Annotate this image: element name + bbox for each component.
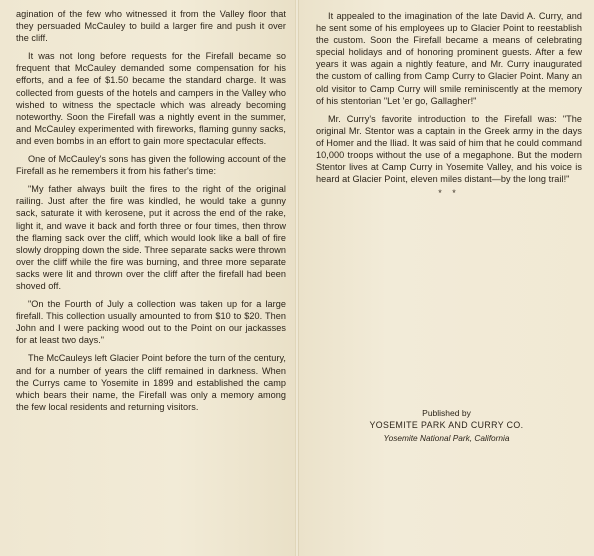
section-ornament: * * — [438, 188, 460, 199]
publisher-name: YOSEMITE PARK AND CURRY CO. — [369, 420, 524, 430]
left-paragraph-3: One of McCauley's sons has given the following account of the Firefall as he remembers it from his father's time: — [16, 154, 286, 177]
right-page — [299, 0, 594, 556]
left-paragraph-2: It was not long before requests for the Firefall became so frequent that McCauley demanded some compensation for his efforts, and a fee of $1.50 became the standard charge. It was collected from guests of the hotels and campers in the Valley who wished to witness the spectacle which was already becoming noteworthy. Soon the Firefall was a nightly event in the summer, and McCauley experimented with fireworks, flaming gunny sacks, and even bombs in an effort to gain more spectacular effects. — [16, 51, 286, 146]
publisher-place: Yosemite National Park, California — [383, 433, 510, 443]
left-paragraph-5: "On the Fourth of July a collection was taken up for a large firefall. This collection usually amounted to from $10 to $20. Then John and I were packing wood out to the Point on our jackasses for at least two days." — [16, 299, 286, 346]
left-paragraph-6: The McCauleys left Glacier Point before the turn of the century, and for a number of years the cliff remained in darkness. When the Currys came to Yosemite in 1899 and established the camp which bears their name, the Firefall was only a memory among the few local residents and returning visitors. — [16, 353, 286, 412]
left-page — [0, 0, 296, 556]
publisher-label: Published by — [422, 408, 471, 418]
right-paragraph-1: It appealed to the imagination of the late David A. Curry, and he sent some of his employees up to Glacier Point to reestablish the custom. Soon the Firefall became a means of celebrating special holidays and of honoring prominent guests. After a few years it was again a nightly feature, and Mr. Curry inaugurated the custom of calling from Camp Curry to Glacier Point. Many an old visitor to Camp Curry will smile reminiscently at the memory of his stentorian "Let 'er go, Gallagher!" — [316, 11, 582, 106]
left-paragraph-1: agination of the few who witnessed it from the Valley floor that they persuaded McCauley to build a larger fire and push it over the cliff. — [16, 9, 286, 44]
right-paragraph-2: Mr. Curry's favorite introduction to the Firefall was: "The original Mr. Stentor was a captain in the Greek army in the days of Homer and the Iliad. It was said of him that he could command 10,000 troops without the use of a megaphone. But the modern Stentor lives at Camp Curry in Yosemite Valley, and his voice is heard at Glacier Point, eleven miles distant—by the long trail!" — [316, 113, 582, 185]
left-paragraph-4: "My father always built the fires to the right of the original railing. Just after the fire was kindled, he would take a gunny sack, saturate it with kerosene, put it across the end of the rake, light it, and wave it back and forth three or four times, then throw the flaming sack over the cliff, which would look like a ball of fire slowly dropping down the side. Three separate sacks were thrown over the cliff while the fire was burning, and three more separate sacks were lit and thrown over the cliff after the firefall had been shoved off. — [16, 184, 286, 291]
